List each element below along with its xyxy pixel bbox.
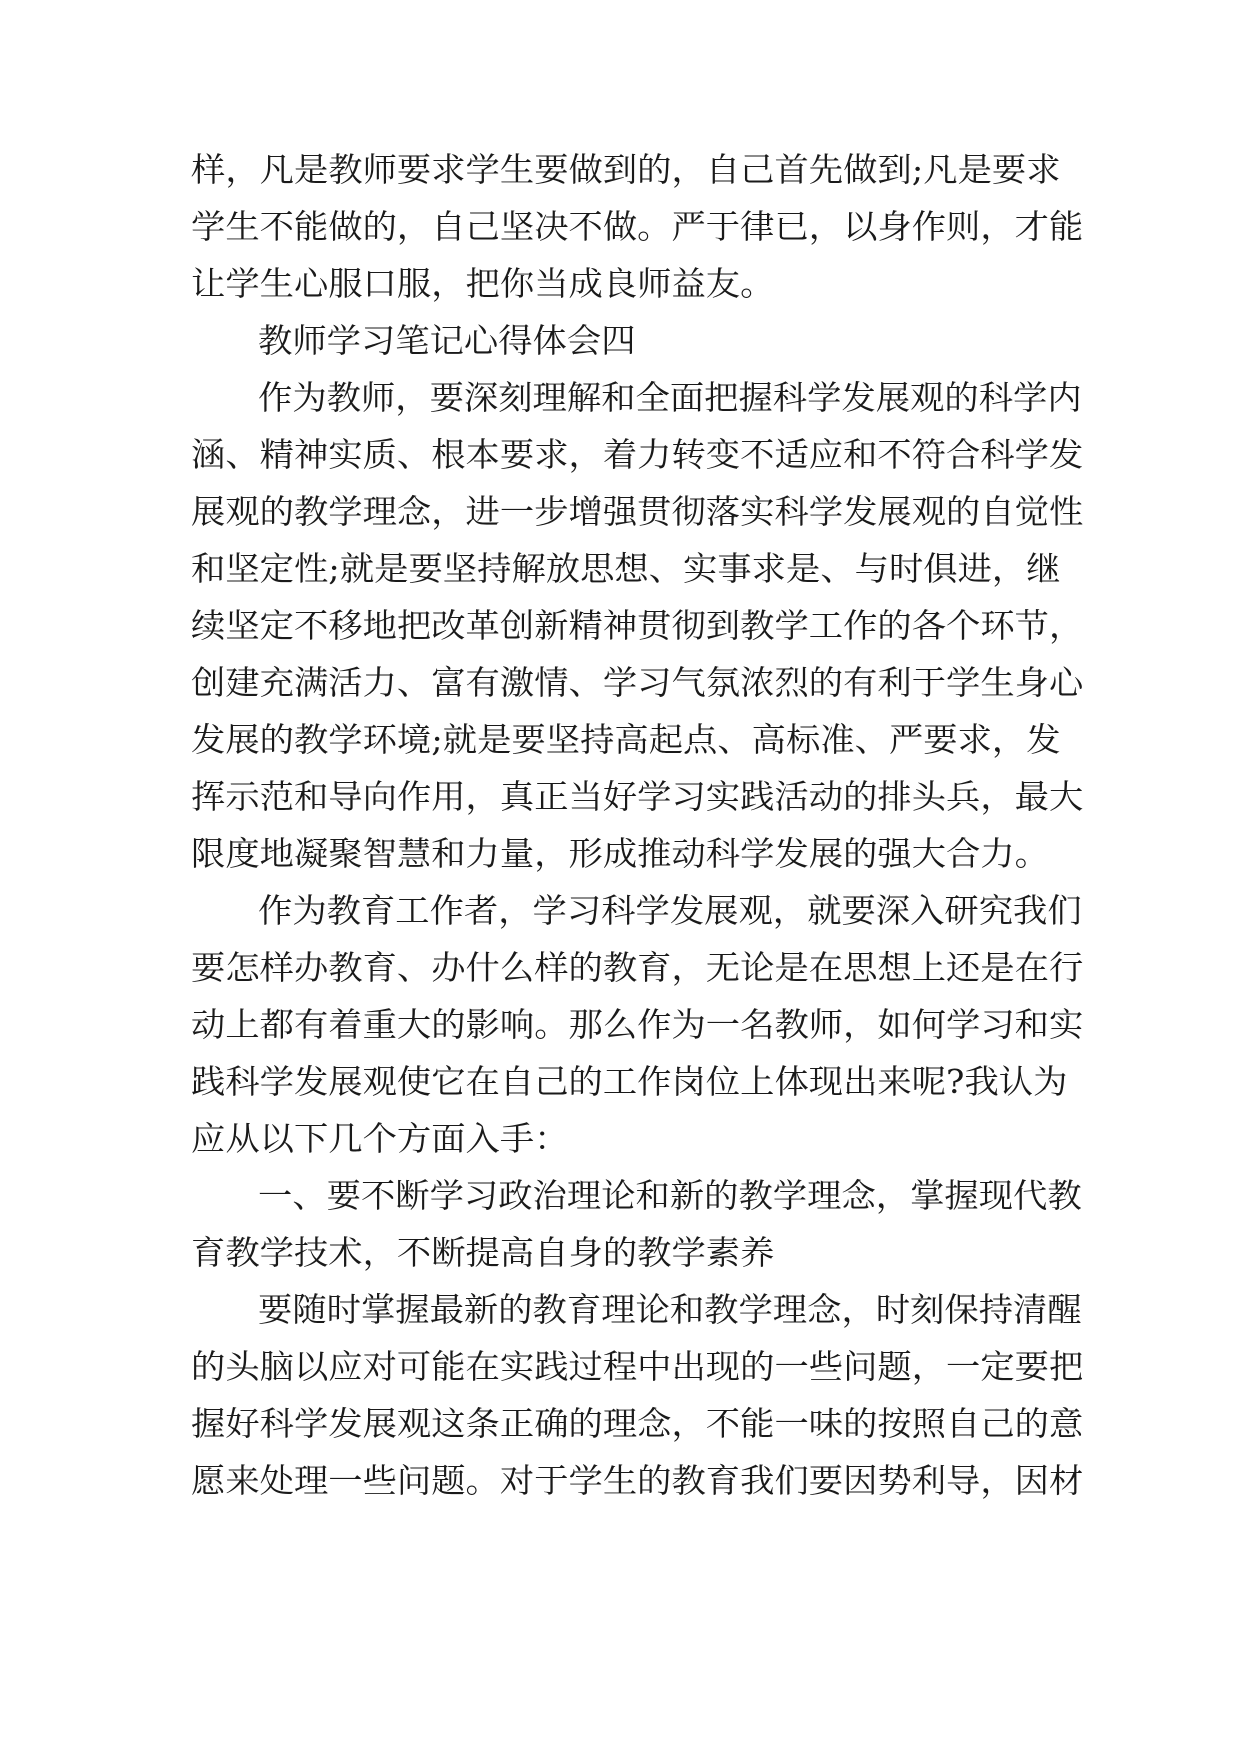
text-line: 样，凡是教师要求学生要做到的，自己首先做到;凡是要求 — [191, 150, 1061, 189]
text-line: 挥示范和导向作用，真正当好学习实践活动的排头兵，最大 — [191, 777, 1084, 816]
text-line: 愿来处理一些问题。对于学生的教育我们要因势利导，因材 — [191, 1461, 1084, 1500]
text-line: 和坚定性;就是要坚持解放思想、实事求是、与时俱进，继 — [191, 549, 1061, 588]
text-line: 要怎样办教育、办什么样的教育，无论是在思想上还是在行 — [191, 948, 1084, 987]
text-line: 创建充满活力、富有激情、学习气氛浓烈的有利于学生身心 — [191, 663, 1084, 702]
text-line: 育教学技术，不断提高自身的教学素养 — [191, 1233, 775, 1272]
text-line: 作为教育工作者，学习科学发展观，就要深入研究我们 — [258, 891, 1082, 930]
text-line: 要随时掌握最新的教育理论和教学理念，时刻保持清醒 — [258, 1290, 1082, 1329]
text-line: 展观的教学理念，进一步增强贯彻落实科学发展观的自觉性 — [191, 492, 1084, 531]
text-line: 作为教师，要深刻理解和全面把握科学发展观的科学内 — [258, 378, 1082, 417]
text-line: 动上都有着重大的影响。那么作为一名教师，如何学习和实 — [191, 1005, 1084, 1044]
section-heading: 教师学习笔记心得体会四 — [258, 321, 636, 360]
text-line: 续坚定不移地把改革创新精神贯彻到教学工作的各个环节， — [191, 606, 1084, 645]
text-line: 一、要不断学习政治理论和新的教学理念，掌握现代教 — [258, 1176, 1082, 1215]
text-line: 握好科学发展观这条正确的理念，不能一味的按照自己的意 — [191, 1404, 1084, 1443]
text-line: 发展的教学环境;就是要坚持高起点、高标准、严要求，发 — [191, 720, 1061, 759]
text-line: 践科学发展观使它在自己的工作岗位上体现出来呢?我认为 — [191, 1062, 1068, 1101]
text-line: 应从以下几个方面入手： — [191, 1119, 569, 1158]
text-line: 限度地凝聚智慧和力量，形成推动科学发展的强大合力。 — [191, 834, 1049, 873]
text-line: 涵、精神实质、根本要求，着力转变不适应和不符合科学发 — [191, 435, 1084, 474]
text-line: 的头脑以应对可能在实践过程中出现的一些问题，一定要把 — [191, 1347, 1084, 1386]
text-line: 学生不能做的，自己坚决不做。严于律已，以身作则，才能 — [191, 207, 1084, 246]
text-line: 让学生心服口服，把你当成良师益友。 — [191, 264, 775, 303]
